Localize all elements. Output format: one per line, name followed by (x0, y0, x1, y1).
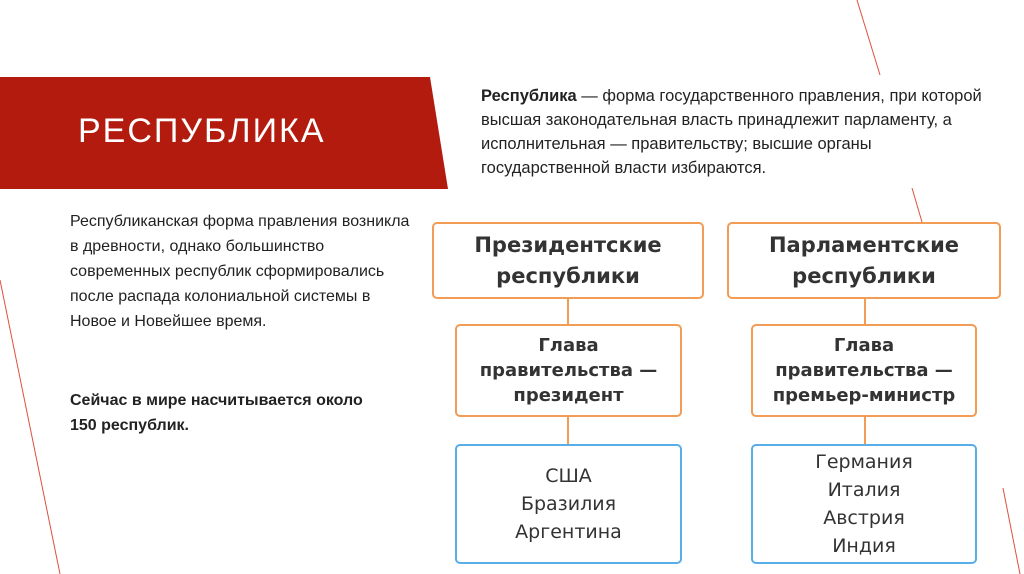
connector-parliamentary-1 (864, 298, 866, 325)
presidential-republics-box (432, 222, 704, 299)
definition-text (481, 84, 1001, 180)
connector-presidential-2 (567, 417, 569, 445)
parliamentary-head-box (751, 324, 977, 417)
country-item: Индия (832, 535, 896, 557)
presidential-head-line1: Глава (538, 335, 599, 356)
parliamentary-countries-box (751, 444, 977, 564)
parliamentary-head-line1: Глава (833, 335, 895, 356)
presidential-title-line2: республики (496, 263, 640, 288)
decorative-line-mid-right (912, 188, 922, 222)
presidential-title-line1: Президентские (474, 232, 662, 257)
decorative-line-left (0, 280, 60, 574)
presidential-head-line3: президент (513, 385, 624, 406)
country-item: Италия (827, 479, 901, 501)
parliamentary-head-line2: правительства — (775, 360, 953, 381)
history-paragraph: Республиканская форма правления возникла в древности, однако большинство современных республик сформировались после распада колониальной системы в Новое и Новейшее время. (70, 213, 410, 330)
parliamentary-republics-box (727, 222, 1001, 299)
country-item: США (545, 465, 592, 487)
parliamentary-title-line1: Парламентские (768, 232, 960, 257)
country-item: Австрия (823, 507, 905, 529)
definition-body: — форма государственного правления, при которой высшая законодательная власть принадлежит парламенту, а исполнительная — правительству; высшие органы государственной власти избираются. (481, 87, 982, 177)
decorative-line-top-right (857, 0, 880, 75)
connector-parliamentary-2 (864, 417, 866, 445)
page-title: РЕСПУБЛИКА (78, 112, 326, 150)
republic-count: Сейчас в мире насчитывается около 150 республик. (70, 392, 363, 434)
presidential-countries-box (455, 444, 682, 564)
decorative-line-bottom-right (1003, 488, 1020, 574)
country-item: Бразилия (520, 493, 617, 515)
country-item: Аргентина (515, 521, 622, 543)
connector-presidential-1 (567, 298, 569, 325)
definition-term: Республика (481, 87, 577, 105)
parliamentary-title-line2: республики (792, 263, 936, 288)
country-item: Германия (815, 451, 913, 473)
presidential-head-line2: правительства — (479, 360, 658, 381)
presidential-head-box (455, 324, 682, 417)
parliamentary-head-line3: премьер-министр (772, 385, 956, 406)
